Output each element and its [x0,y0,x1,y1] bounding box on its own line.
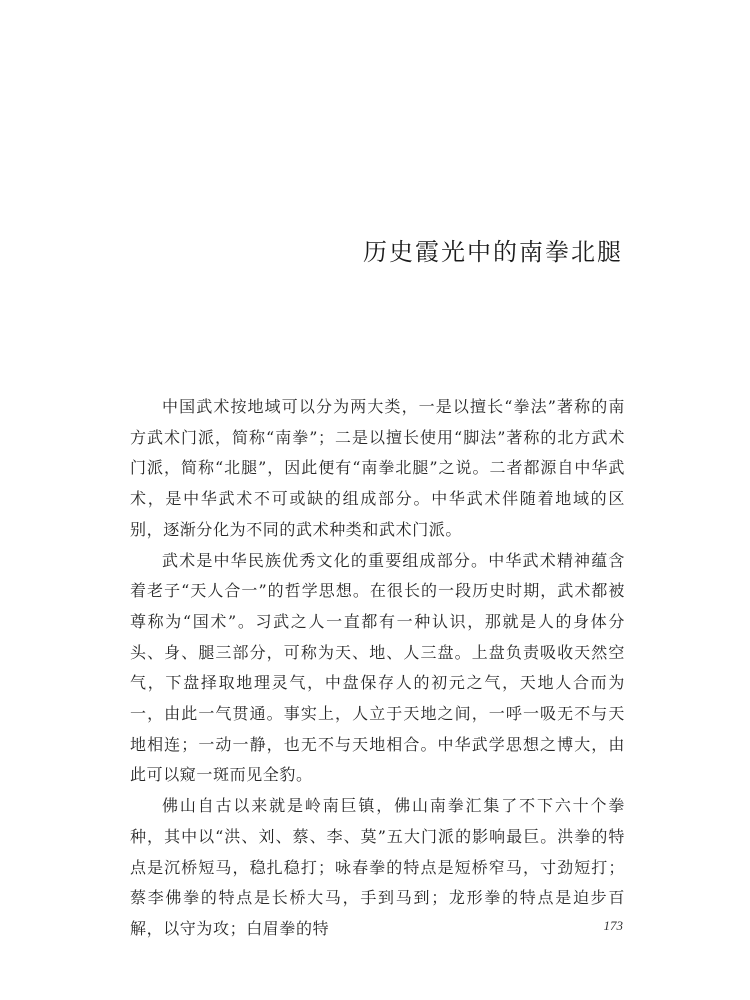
paragraph-3: 佛山自古以来就是岭南巨镇，佛山南拳汇集了不下六十个拳种，其中以“洪、刘、蔡、李、莫”五大门派的影响最巨。洪拳的特点是沉桥短马，稳扎稳打；咏春拳的特点是短桥窄马，寸劲短打；蔡李佛拳的特点是长桥大马，手到马到；龙形拳的特点是迫步百解，以守为攻；白眉拳的特 [130,796,625,938]
paragraph-1: 中国武术按地域可以分为两大类，一是以擅长“拳法”著称的南方武术门派，简称“南拳”；二是以擅长使用“脚法”著称的北方武术门派，简称“北腿”，因此便有“南拳北腿”之说。二者都源自中华武术，是中华武术不可或缺的组成部分。中华武术伴随着地域的区别，逐渐分化为不同的武术种类和武术门派。 [130,397,625,539]
page-number: 173 [603,918,623,933]
body-text [130,392,625,945]
paragraph-2: 武术是中华民族优秀文化的重要组成部分。中华武术精神蕴含着老子“天人合一”的哲学思想。在很长的一段历史时期，武术都被尊称为“国术”。习武之人一直都有一种认识，那就是人的身体分头、身、腿三部分，可称为天、地、人三盘。上盘负责吸收天然空气，下盘择取地理灵气，中盘保存人的初元之气，天地人合而为一，由此一气贯通。事实上，人立于天地之间，一呼一吸无不与天地相连；一动一静，也无不与天地相合。中华武学思想之博大，由此可以窥一斑而见全豹。 [130,550,625,785]
chapter-title: 历史霞光中的南拳北腿 [363,238,623,266]
